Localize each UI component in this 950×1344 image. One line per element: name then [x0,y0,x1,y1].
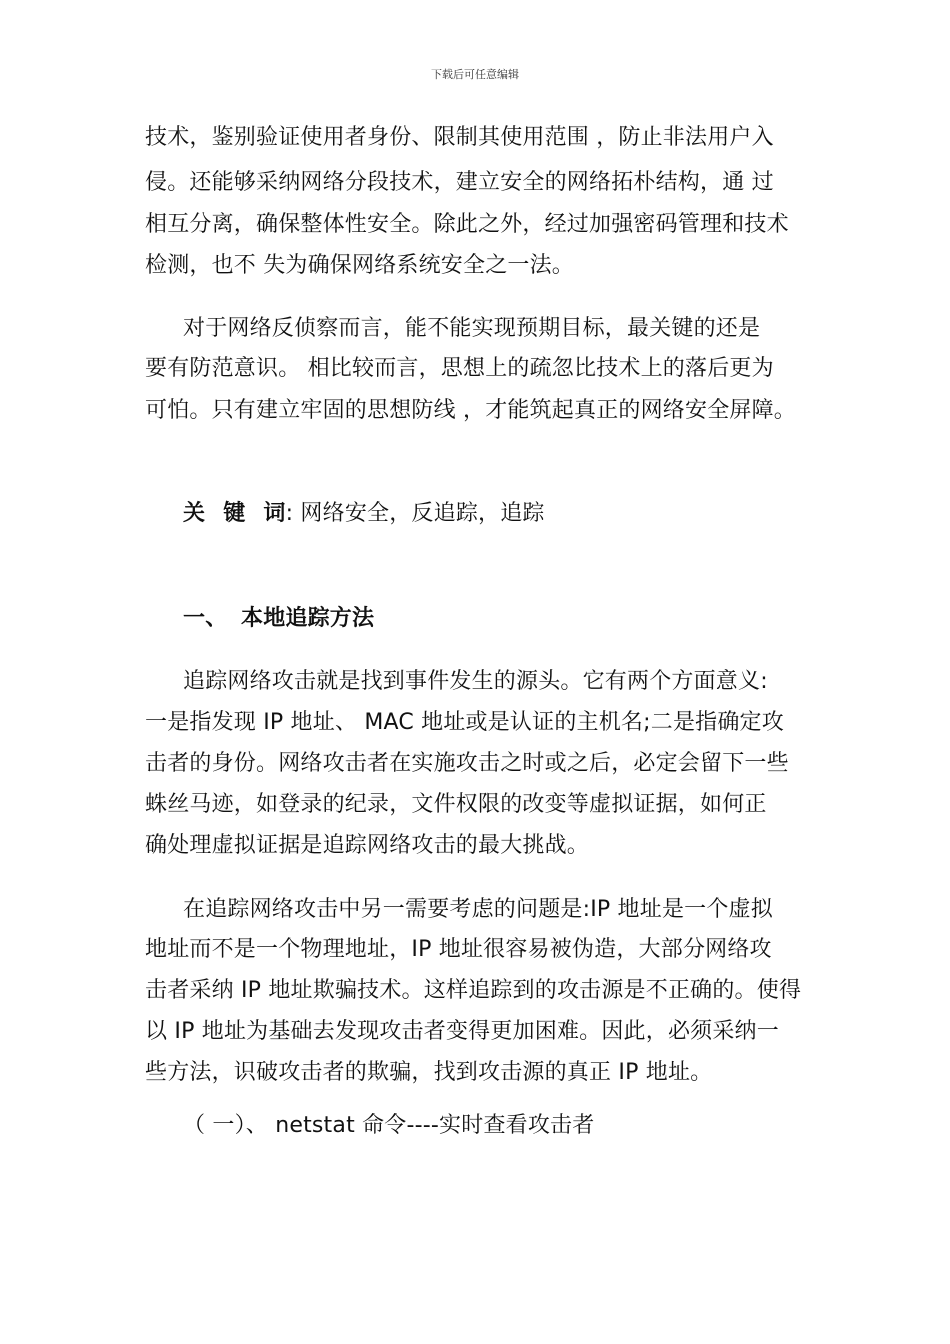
subsection-number: （ 一）、 [183,1113,268,1138]
paragraph-line: 一是指发现 IP 地址、 MAC 地址或是认证的主机名;二是指确定攻 [145,710,784,735]
paragraph-line: 击者采纳 IP 地址欺骗技术。这样追踪到的攻击源是不正确的。使得 [145,978,802,1003]
paragraph-line: 侵。还能够采纳网络分段技术，建立安全的网络拓朴结构，通 过 [145,170,774,195]
paragraph-line: 蛛丝马迹，如登录的纪录，文件权限的改变等虚拟证据，如何正 [145,792,767,817]
paragraph-line: 相互分离，确保整体性安全。除此之外，经过加强密码管理和技术 [145,212,789,237]
paragraph-line: 技术，鉴别验证使用者身份、限制其使用范围 ，防止非法用户入 [145,125,774,150]
paragraph-line: 追踪网络攻击就是找到事件发生的源头。它有两个方面意义: [183,669,768,694]
paragraph-line: 可怕。只有建立牢固的思想防线 ，才能筑起真正的网络安全屏障。 [145,398,796,423]
paragraph-line: 确处理虚拟证据是追踪网络攻击的最大挑战。 [145,833,590,858]
paragraph-line: 地址而不是一个物理地址，IP 地址很容易被伪造，大部分网络攻 [145,937,772,962]
paragraph-line: 击者的身份。网络攻击者在实施攻击之时或之后，必定会留下一些 [145,751,789,776]
paragraph-line: 要有防范意识。 相比较而言，思想上的疏忽比技术上的落后更为 [145,356,774,381]
section-heading [183,601,374,632]
keywords-value: 网络安全，反追踪，追踪 [293,501,545,526]
section-number: 一、 [183,606,228,631]
paragraph-line: 些方法，识破攻击者的欺骗，找到攻击源的真正 IP 地址。 [145,1060,713,1085]
subsection-title: netstat 命令----实时查看攻击者 [268,1113,595,1138]
paragraph-line: 在追踪网络攻击中另一需要考虑的问题是:IP 地址是一个虚拟 [183,897,773,922]
keywords-colon: : [285,501,294,526]
subsection-heading [183,1108,594,1139]
page-header-note: 下载后可任意编辑 [431,68,519,81]
section-title: 本地追踪方法 [241,606,375,631]
keywords-line [183,496,545,527]
paragraph-line: 对于网络反侦察而言，能不能实现预期目标，最关键的还是 [183,316,761,341]
paragraph-line: 以 IP 地址为基础去发现攻击者变得更加困难。因此，必须采纳一 [145,1019,779,1044]
keywords-label: 关 键 词 [183,501,286,526]
paragraph-line: 检测，也不 失为确保网络系统安全之一法。 [145,253,574,278]
